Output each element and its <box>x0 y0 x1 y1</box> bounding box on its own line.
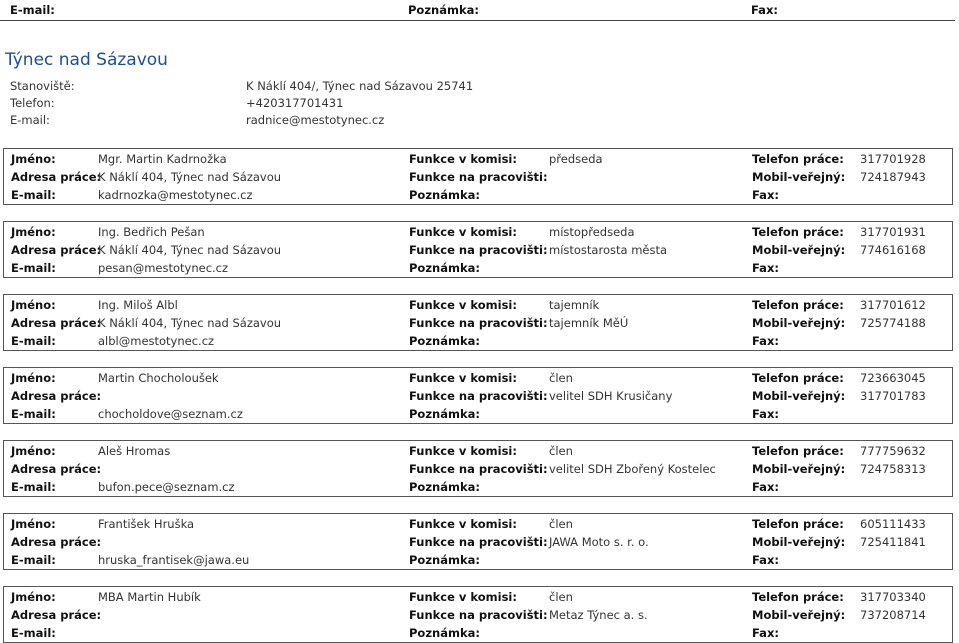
email-row <box>4 551 952 569</box>
workplace-role-value: tajemník MěÚ <box>549 316 629 330</box>
work-phone-value: 317701931 <box>860 225 926 239</box>
email-label: E-mail: <box>11 626 56 640</box>
mobile-value: 724758313 <box>860 462 926 476</box>
address-label: Adresa práce: <box>11 389 102 403</box>
note-label: Poznámka: <box>409 553 480 567</box>
address-label: Adresa práce: <box>11 608 102 622</box>
address-value: K Náklí 404, Týnec nad Sázavou <box>98 243 282 257</box>
workplace-role-label: Funkce na pracovišti: <box>409 608 548 622</box>
work-phone-value: 777759632 <box>860 444 926 458</box>
email-row <box>4 478 952 496</box>
mobile-label: Mobil-veřejný: <box>752 389 846 403</box>
role-label: Funkce v komisi: <box>409 225 517 239</box>
address-row <box>4 241 952 259</box>
address-label: Adresa práce: <box>11 170 102 184</box>
role-label: Funkce v komisi: <box>409 371 517 385</box>
fax-label: Fax: <box>752 626 779 640</box>
member-role: předseda <box>549 152 603 166</box>
work-phone-label: Telefon práce: <box>752 444 844 458</box>
work-phone-label: Telefon práce: <box>752 590 844 604</box>
workplace-role-label: Funkce na pracovišti: <box>409 243 548 257</box>
note-label: Poznámka: <box>408 3 479 17</box>
mobile-label: Mobil-veřejný: <box>752 535 846 549</box>
note-label: Poznámka: <box>409 334 480 348</box>
name-label: Jméno: <box>11 517 56 531</box>
email-value[interactable]: bufon.pece@seznam.cz <box>98 480 235 494</box>
name-label: Jméno: <box>11 152 56 166</box>
role-label: Funkce v komisi: <box>409 298 517 312</box>
email-label: E-mail: <box>11 407 56 421</box>
mobile-value: 737208714 <box>860 608 926 622</box>
address-value: K Náklí 404, Týnec nad Sázavou <box>98 170 282 184</box>
address-label: Adresa práce: <box>11 316 102 330</box>
fax-label: Fax: <box>752 334 779 348</box>
member-role: člen <box>549 590 573 604</box>
email-row <box>4 332 952 350</box>
member-name: Aleš Hromas <box>98 444 171 458</box>
work-phone-label: Telefon práce: <box>752 517 844 531</box>
workplace-role-label: Funkce na pracovišti: <box>409 462 548 476</box>
member-name: Ing. Bedřich Pešan <box>98 225 205 239</box>
member-name: Ing. Miloš Albl <box>98 298 178 312</box>
work-phone-value: 317703340 <box>860 590 926 604</box>
fax-label: Fax: <box>752 188 779 202</box>
work-phone-value: 317701612 <box>860 298 926 312</box>
workplace-role-label: Funkce na pracovišti: <box>409 316 548 330</box>
name-label: Jméno: <box>11 590 56 604</box>
member-role: tajemník <box>549 298 600 312</box>
address-row <box>4 314 952 332</box>
email-row <box>4 259 952 277</box>
name-label: Jméno: <box>11 225 56 239</box>
mobile-value: 317701783 <box>860 389 926 403</box>
email-row <box>4 405 952 423</box>
member-name: Martin Chocholoušek <box>98 371 219 385</box>
workplace-role-value: JAWA Moto s. r. o. <box>549 535 649 549</box>
member-name: Mgr. Martin Kadrnožka <box>98 152 227 166</box>
note-label: Poznámka: <box>409 188 480 202</box>
note-label: Poznámka: <box>409 261 480 275</box>
note-label: Poznámka: <box>409 480 480 494</box>
role-label: Funkce v komisi: <box>409 590 517 604</box>
name-row <box>4 369 952 387</box>
name-row <box>4 588 952 606</box>
member-role: člen <box>549 371 573 385</box>
workplace-role-label: Funkce na pracovišti: <box>409 389 548 403</box>
member-card <box>3 440 953 497</box>
email-value[interactable]: pesan@mestotynec.cz <box>98 261 229 275</box>
member-role: člen <box>549 444 573 458</box>
address-row <box>4 460 952 478</box>
email-value[interactable]: chocholdove@seznam.cz <box>98 407 243 421</box>
mobile-value: 774616168 <box>860 243 926 257</box>
name-row <box>4 150 952 168</box>
name-label: Jméno: <box>11 371 56 385</box>
name-row <box>4 296 952 314</box>
member-card <box>3 294 953 351</box>
name-row <box>4 442 952 460</box>
email-label: E-mail: <box>10 3 55 17</box>
mobile-label: Mobil-veřejný: <box>752 316 846 330</box>
work-phone-value: 723663045 <box>860 371 926 385</box>
mobile-label: Mobil-veřejný: <box>752 170 846 184</box>
fax-label: Fax: <box>752 480 779 494</box>
name-row <box>4 515 952 533</box>
work-phone-label: Telefon práce: <box>752 371 844 385</box>
name-row <box>4 223 952 241</box>
workplace-role-value: velitel SDH Zbořený Kostelec <box>549 462 716 476</box>
email-value[interactable]: radnice@mestotynec.cz <box>246 113 385 127</box>
member-card <box>3 513 953 570</box>
workplace-role-label: Funkce na pracovišti: <box>409 170 548 184</box>
location-label: Stanoviště: <box>10 79 75 93</box>
mobile-value: 724187943 <box>860 170 926 184</box>
workplace-role-value: Metaz Týnec a. s. <box>549 608 648 622</box>
role-label: Funkce v komisi: <box>409 152 517 166</box>
member-name: MBA Martin Hubík <box>98 590 201 604</box>
member-card <box>3 367 953 424</box>
municipality-title: Týnec nad Sázavou <box>5 50 168 70</box>
email-label: E-mail: <box>11 261 56 275</box>
member-name: František Hruška <box>98 517 195 531</box>
email-label: E-mail: <box>10 113 50 127</box>
work-phone-label: Telefon práce: <box>752 152 844 166</box>
member-card <box>3 221 953 278</box>
mobile-label: Mobil-veřejný: <box>752 462 846 476</box>
member-role: člen <box>549 517 573 531</box>
fax-label: Fax: <box>752 407 779 421</box>
note-label: Poznámka: <box>409 626 480 640</box>
email-row <box>4 186 952 204</box>
email-label: E-mail: <box>11 553 56 567</box>
email-value[interactable]: hruska_frantisek@jawa.eu <box>98 553 250 567</box>
name-label: Jméno: <box>11 444 56 458</box>
previous-record-tail <box>0 2 955 21</box>
mobile-label: Mobil-veřejný: <box>752 243 846 257</box>
phone-value: +420317701431 <box>246 96 344 110</box>
address-label: Adresa práce: <box>11 243 102 257</box>
address-label: Adresa práce: <box>11 535 102 549</box>
address-value: K Náklí 404, Týnec nad Sázavou <box>98 316 282 330</box>
member-role: místopředseda <box>549 225 635 239</box>
mobile-value: 725411841 <box>860 535 926 549</box>
location-value: K Náklí 404/, Týnec nad Sázavou 25741 <box>246 79 474 93</box>
work-phone-label: Telefon práce: <box>752 225 844 239</box>
email-label: E-mail: <box>11 480 56 494</box>
note-label: Poznámka: <box>409 407 480 421</box>
fax-label: Fax: <box>752 553 779 567</box>
work-phone-value: 317701928 <box>860 152 926 166</box>
phone-label: Telefon: <box>10 96 55 110</box>
role-label: Funkce v komisi: <box>409 517 517 531</box>
role-label: Funkce v komisi: <box>409 444 517 458</box>
email-label: E-mail: <box>11 188 56 202</box>
member-card <box>3 586 953 643</box>
mobile-value: 725774188 <box>860 316 926 330</box>
address-row <box>4 606 952 624</box>
address-row <box>4 387 952 405</box>
address-label: Adresa práce: <box>11 462 102 476</box>
email-value[interactable]: kadrnozka@mestotynec.cz <box>98 188 253 202</box>
workplace-role-label: Funkce na pracovišti: <box>409 535 548 549</box>
email-row <box>4 624 952 642</box>
workplace-role-value: místostarosta města <box>549 243 668 257</box>
workplace-role-value: velitel SDH Krusičany <box>549 389 673 403</box>
mobile-label: Mobil-veřejný: <box>752 608 846 622</box>
email-label: E-mail: <box>11 334 56 348</box>
name-label: Jméno: <box>11 298 56 312</box>
address-row <box>4 168 952 186</box>
fax-label: Fax: <box>752 261 779 275</box>
work-phone-value: 605111433 <box>860 517 926 531</box>
address-row <box>4 533 952 551</box>
member-card <box>3 148 953 205</box>
work-phone-label: Telefon práce: <box>752 298 844 312</box>
email-value[interactable]: albl@mestotynec.cz <box>98 334 215 348</box>
fax-label: Fax: <box>751 3 778 17</box>
